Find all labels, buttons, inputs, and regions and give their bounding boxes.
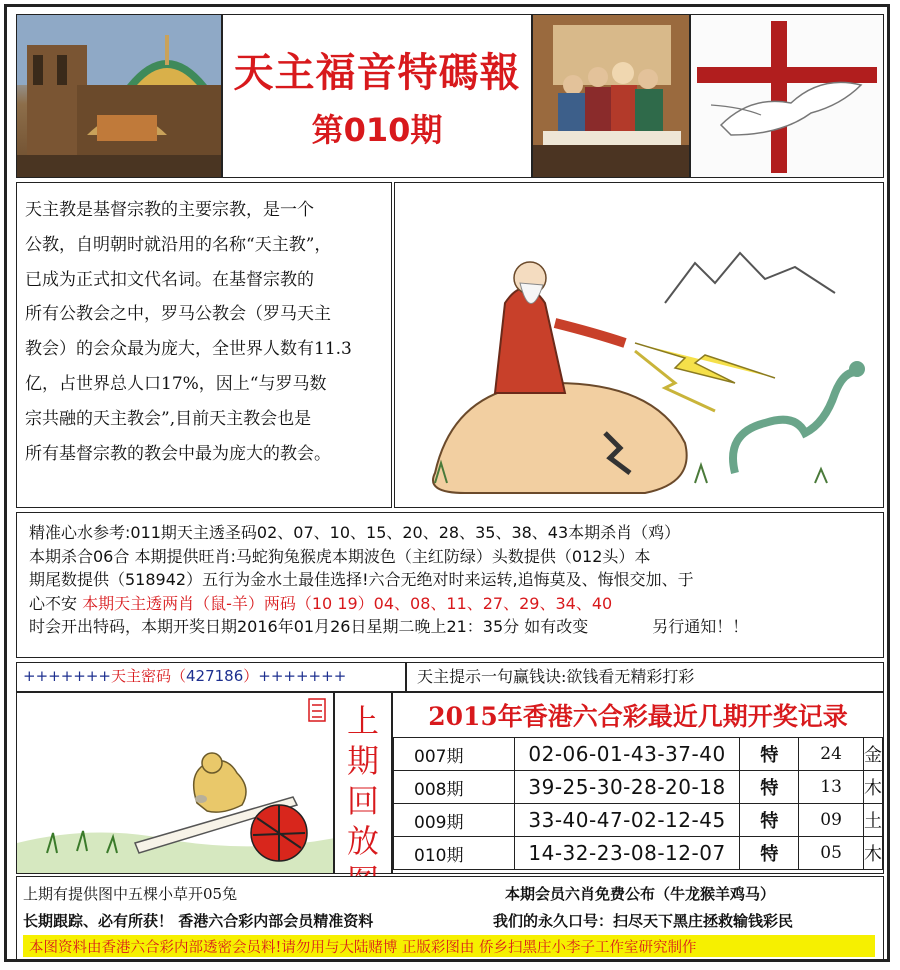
draw-records-panel: [392, 692, 884, 874]
info-text: 另行通知！！: [652, 617, 749, 636]
footer-last-issue-hint: 上期有提供图中五棵小草开05兔: [23, 885, 238, 903]
footer-tracking-slogan: 长期跟踪、必有所获！ 香港六合彩内部会员精准资料: [23, 912, 374, 930]
plus-right: +++++++: [258, 667, 347, 685]
page-title: 天主福音特碼報: [233, 50, 521, 96]
intro-line: 亿，占世界总人口17%，因上“与罗马数: [25, 373, 327, 394]
info-line: 精准心水参考:011期天主透圣码02、07、10、15、20、28、35、38、43本期杀肖（鸡）: [29, 523, 681, 542]
info-line: [29, 592, 875, 616]
intro-line: 所有公教会之中，罗马公教会（罗马天主: [25, 304, 331, 325]
element-cell: 土: [864, 804, 883, 837]
secret-code-value: 427186: [186, 667, 244, 685]
footer-panel: [16, 876, 884, 960]
footer-disclaimer-bar: [23, 935, 875, 957]
intro-line: 公教，自明朝时就沿用的名称“天主教”，: [25, 234, 332, 255]
replay-char: 放: [346, 822, 379, 860]
issue-cell: 010期: [394, 837, 515, 870]
numbers-cell: 39-25-30-28-20-18: [514, 771, 740, 804]
table-row: [394, 837, 883, 870]
special-number-cell: 13: [799, 771, 864, 804]
secret-code-bar: [16, 662, 406, 692]
special-number-cell: 09: [799, 804, 864, 837]
special-label-cell: 特: [740, 804, 799, 837]
special-label-cell: 特: [740, 738, 799, 771]
title-panel: [222, 14, 532, 178]
element-cell: 木: [864, 771, 883, 804]
numbers-cell: 14-32-23-08-12-07: [514, 837, 740, 870]
info-line: [29, 615, 875, 639]
secret-code-label-end: ）: [243, 667, 259, 685]
cross-dove-image: [690, 14, 884, 178]
records-table: [393, 737, 883, 870]
issue-number: 第010期: [311, 111, 443, 149]
secret-code-label: 天主密码（: [110, 667, 186, 685]
intro-line: 宗共融的天主教会”,目前天主教会也是: [25, 408, 312, 429]
footer-member-zodiac: 本期会员六肖免费公布（牛龙猴羊鸡马）: [505, 885, 776, 903]
intro-line: 所有基督宗教的教会中最为庞大的教会。: [25, 443, 331, 464]
special-label-cell: 特: [740, 837, 799, 870]
issue-cell: 008期: [394, 771, 515, 804]
intro-text: [25, 193, 385, 471]
numbers-cell: 33-40-47-02-12-45: [514, 804, 740, 837]
table-row: [394, 738, 883, 771]
replay-char: 上: [346, 702, 379, 740]
footer-motto: 我们的永久口号：扫尽天下黑庄拯救输钱彩民: [493, 912, 794, 930]
table-row: [394, 804, 883, 837]
intro-panel: [16, 182, 392, 508]
last-issue-replay-label: [334, 692, 392, 874]
records-title: 2015年香港六合彩最近几期开奖记录: [428, 702, 848, 731]
info-line: 本期杀合06合 本期提供旺肖:马蛇狗兔猴虎本期波色（主红防绿）头数提供（012头）本: [29, 546, 651, 566]
bear-seesaw-image: [16, 692, 334, 874]
special-number-cell: 05: [799, 837, 864, 870]
intro-line: 教会）的会众最为庞大，全世界人数有11.3: [25, 339, 352, 360]
info-line: 期尾数提供（518942）五行为金水土最佳选择!六合无绝对时来运转,追悔莫及、悔恨交加、于: [29, 570, 694, 589]
footer-disclaimer-text: 本图资料由香港六合彩内部透密会员料!请勿用与大陆赌博 正版彩图由 侨乡扫黑庄小李子工作室研究制作: [29, 940, 697, 956]
issue-cell: 007期: [394, 738, 515, 771]
tip-bar: 天主提示一句赢钱诀:欲钱看无精彩打彩: [406, 662, 884, 692]
cathedral-image: [16, 14, 222, 178]
sage-lightning-illustration: [394, 182, 884, 508]
intro-line: 已成为正式扣文代名词。在基督宗教的: [25, 269, 314, 290]
info-text: 时会开出特码，本期开奖日期2016年01月26日星期二晚上21：35分 如有改变: [29, 617, 589, 636]
info-text: 心不安: [29, 593, 83, 613]
plus-left: +++++++: [23, 667, 111, 685]
replay-char: 期: [346, 742, 379, 780]
element-cell: 木: [864, 837, 883, 870]
element-cell: 金: [864, 738, 883, 771]
special-label-cell: 特: [740, 771, 799, 804]
intro-line: 天主教是基督宗教的主要宗教，是一个: [25, 200, 314, 220]
table-row: [394, 771, 883, 804]
issue-cell: 009期: [394, 804, 515, 837]
info-highlight: 本期天主透两肖（鼠-羊）两码（10 19）04、08、11、27、29、34、40: [82, 593, 613, 613]
replay-char: 回: [346, 782, 379, 820]
reference-info-panel: [16, 512, 884, 658]
last-supper-image: [532, 14, 690, 178]
numbers-cell: 02-06-01-43-37-40: [514, 738, 740, 771]
special-number-cell: 24: [799, 738, 864, 771]
